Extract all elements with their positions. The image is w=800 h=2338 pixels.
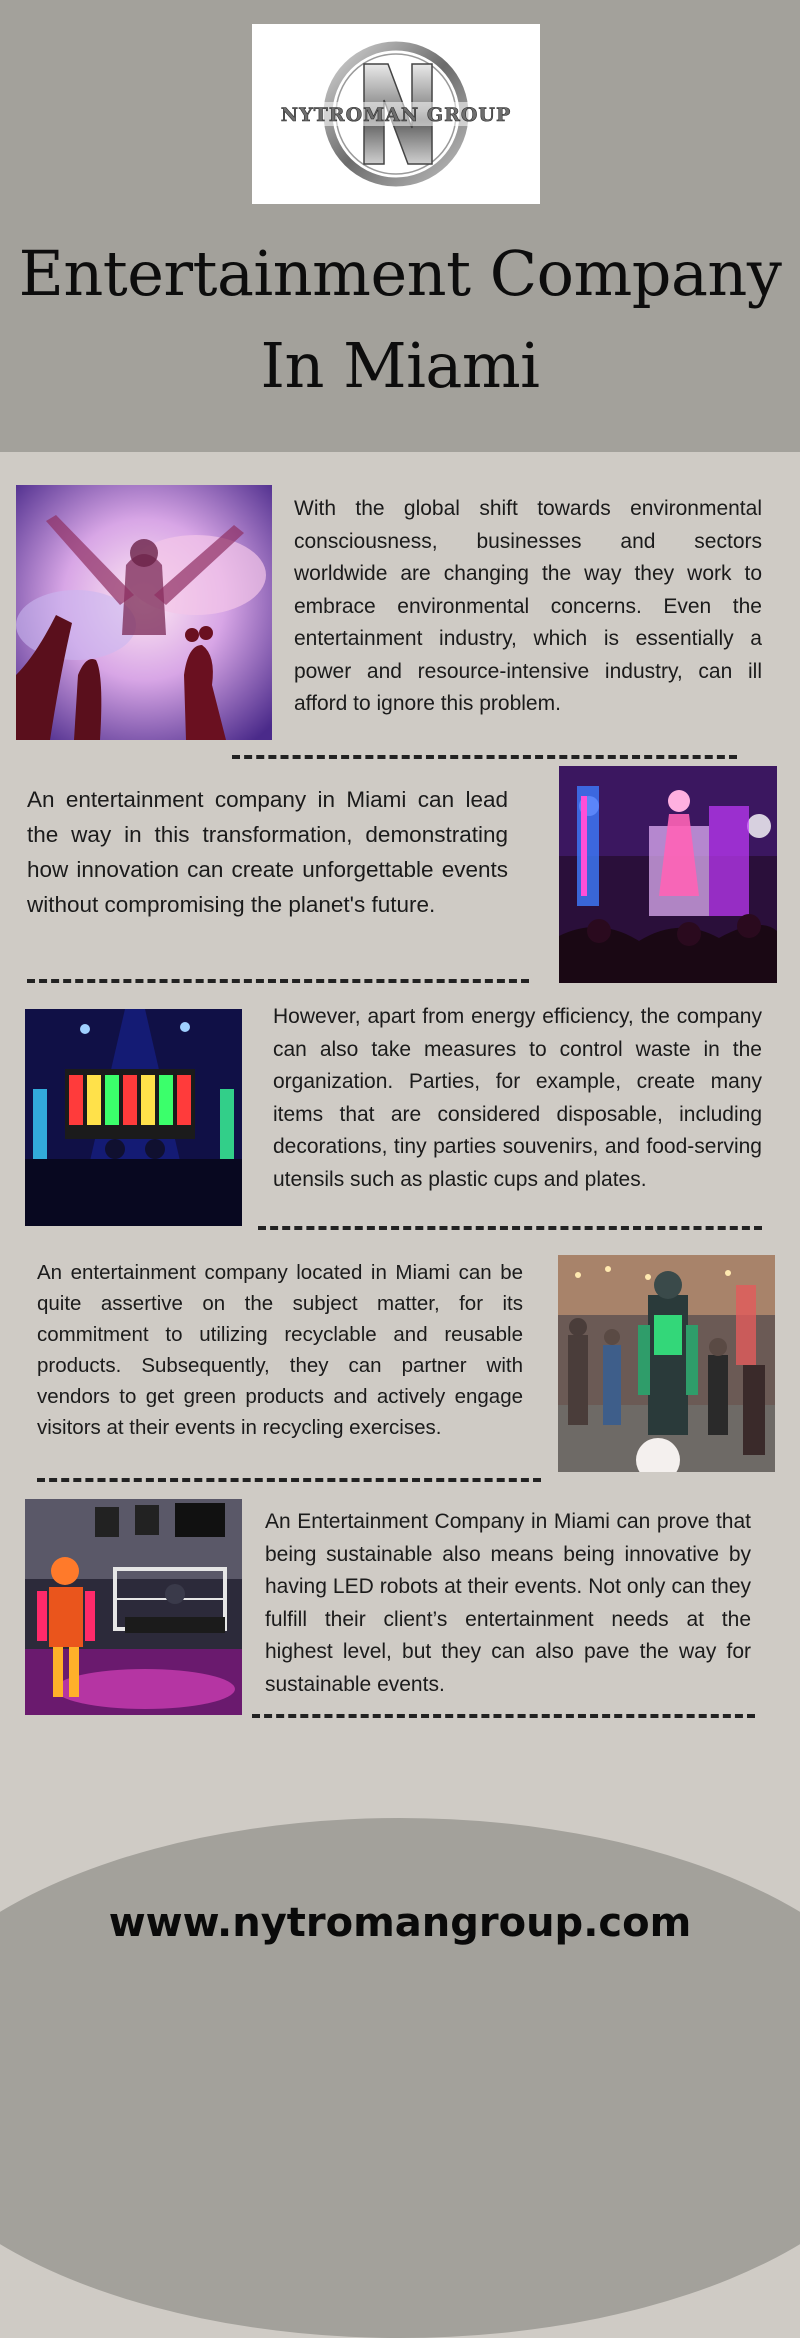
dashed-divider	[37, 1478, 541, 1482]
photo-led-robot-dj	[25, 1499, 242, 1715]
page-title	[0, 228, 800, 412]
paragraph-5: An Entertainment Company in Miami can prove that being sustainable also means being innovative by having LED robots at their events. Not only can they fulfill their client’s entertainment needs at the highest level, but they can also pave the way for sustainable events.	[265, 1510, 751, 1696]
dashed-divider	[27, 979, 529, 983]
header-banner	[0, 0, 800, 452]
dashed-divider	[232, 755, 737, 759]
footer-arc	[0, 1818, 800, 2338]
company-logo	[252, 24, 540, 204]
paragraph-1: With the global shift towards environmental consciousness, businesses and sectors worldwide are changing the way they work to embrace environmental concerns. Even the entertainment industry, which is essentially a power and resource-intensive industry, can ill afford to ignore this problem.	[294, 497, 762, 715]
dashed-divider	[258, 1226, 762, 1230]
title-line-2: In Miami	[260, 329, 540, 402]
paragraph-3: However, apart from energy efficiency, the company can also take measures to control waste in the organization. Parties, for example, create many items that are considered disposable, including decorations, tiny parties souvenirs, and food-serving utensils such as plastic cups and plates.	[273, 1005, 762, 1191]
svg-text:NYTROMAN GROUP: NYTROMAN GROUP	[280, 104, 512, 126]
website-url[interactable]: www.nytromangroup.com	[108, 1900, 692, 1946]
photo-concert-crowd	[16, 485, 272, 740]
title-line-1: Entertainment Company	[18, 237, 782, 310]
photo-robot-party	[558, 1255, 775, 1472]
dashed-divider	[252, 1714, 755, 1718]
logo-emblem-icon	[252, 24, 540, 204]
paragraph-4: An entertainment company located in Miami can be quite assertive on the subject matter, for its commitment to utilizing recyclable and reusable products. Subsequently, they can partner with vendors to get green products and actively engage visitors at their events in recycling exercises.	[37, 1261, 523, 1439]
photo-led-performers	[559, 766, 777, 983]
paragraph-2: An entertainment company in Miami can lead the way in this transformation, demonstrating how innovation can create unforgettable events without compromising the planet's future.	[27, 787, 508, 917]
photo-dj-stage	[25, 1009, 242, 1226]
